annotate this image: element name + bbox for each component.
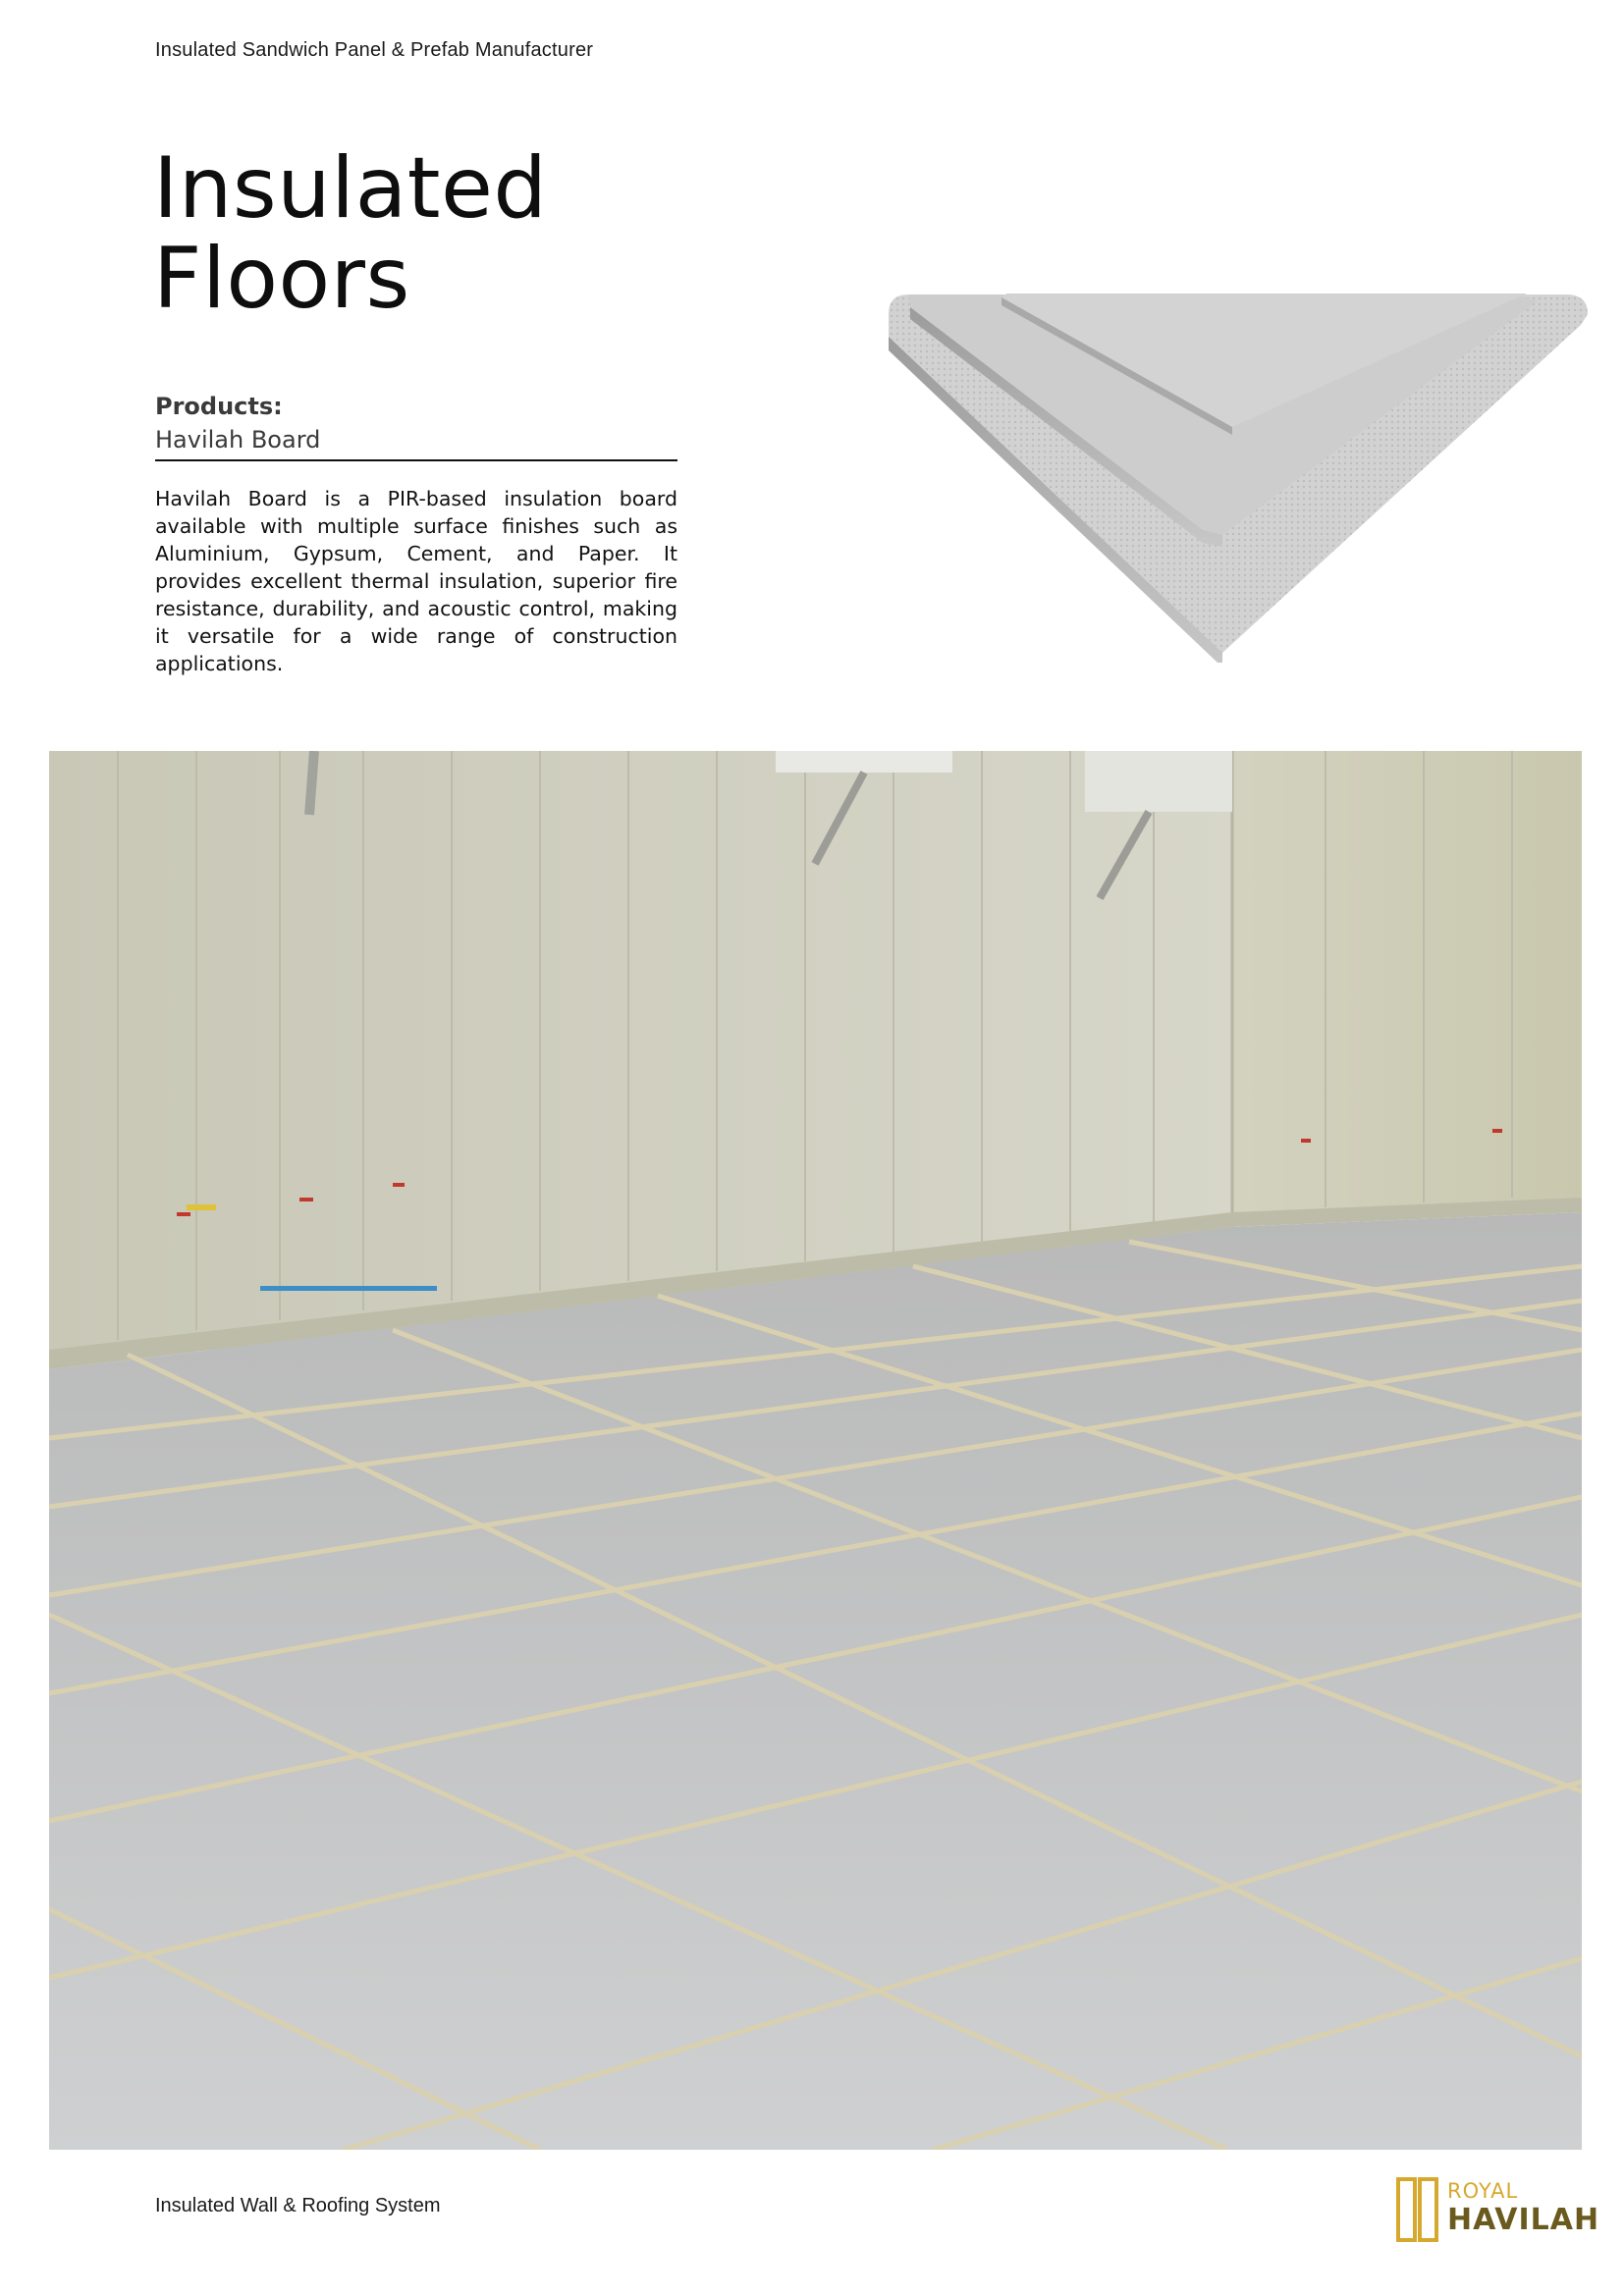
header-tagline: Insulated Sandwich Panel & Prefab Manufacturer bbox=[155, 39, 594, 61]
page-title bbox=[153, 139, 548, 328]
royal-havilah-logo bbox=[1396, 2177, 1600, 2242]
product-name: Havilah Board bbox=[155, 426, 677, 461]
havilah-board-image bbox=[889, 290, 1596, 663]
board-stack-illustration bbox=[889, 290, 1596, 663]
page-title-line-2: Floors bbox=[153, 230, 410, 328]
floor-installation-photo bbox=[49, 751, 1582, 2150]
logo-mark-icon bbox=[1396, 2177, 1439, 2242]
insulated-floor-scene bbox=[49, 751, 1582, 2150]
ceiling-unit-left bbox=[776, 751, 952, 773]
product-description: Havilah Board is a PIR-based insulation board available with multiple surface finishes such as Aluminium, Gypsum, Cement, and Paper. It provides excellent thermal insulation, superior fire resistance, durability, and acoustic control, making it versatile for a wide range of construction applications. bbox=[155, 487, 677, 675]
page-title-line-1: Insulated bbox=[153, 139, 548, 238]
right-wall bbox=[1232, 751, 1582, 1212]
products-section bbox=[155, 393, 677, 677]
logo-text-havilah: HAVILAH bbox=[1447, 2203, 1600, 2237]
logo-text-royal: ROYAL bbox=[1447, 2179, 1519, 2203]
footer-tagline: Insulated Wall & Roofing System bbox=[155, 2195, 441, 2216]
products-label: Products: bbox=[155, 393, 283, 420]
ceiling-unit-right bbox=[1085, 751, 1232, 812]
